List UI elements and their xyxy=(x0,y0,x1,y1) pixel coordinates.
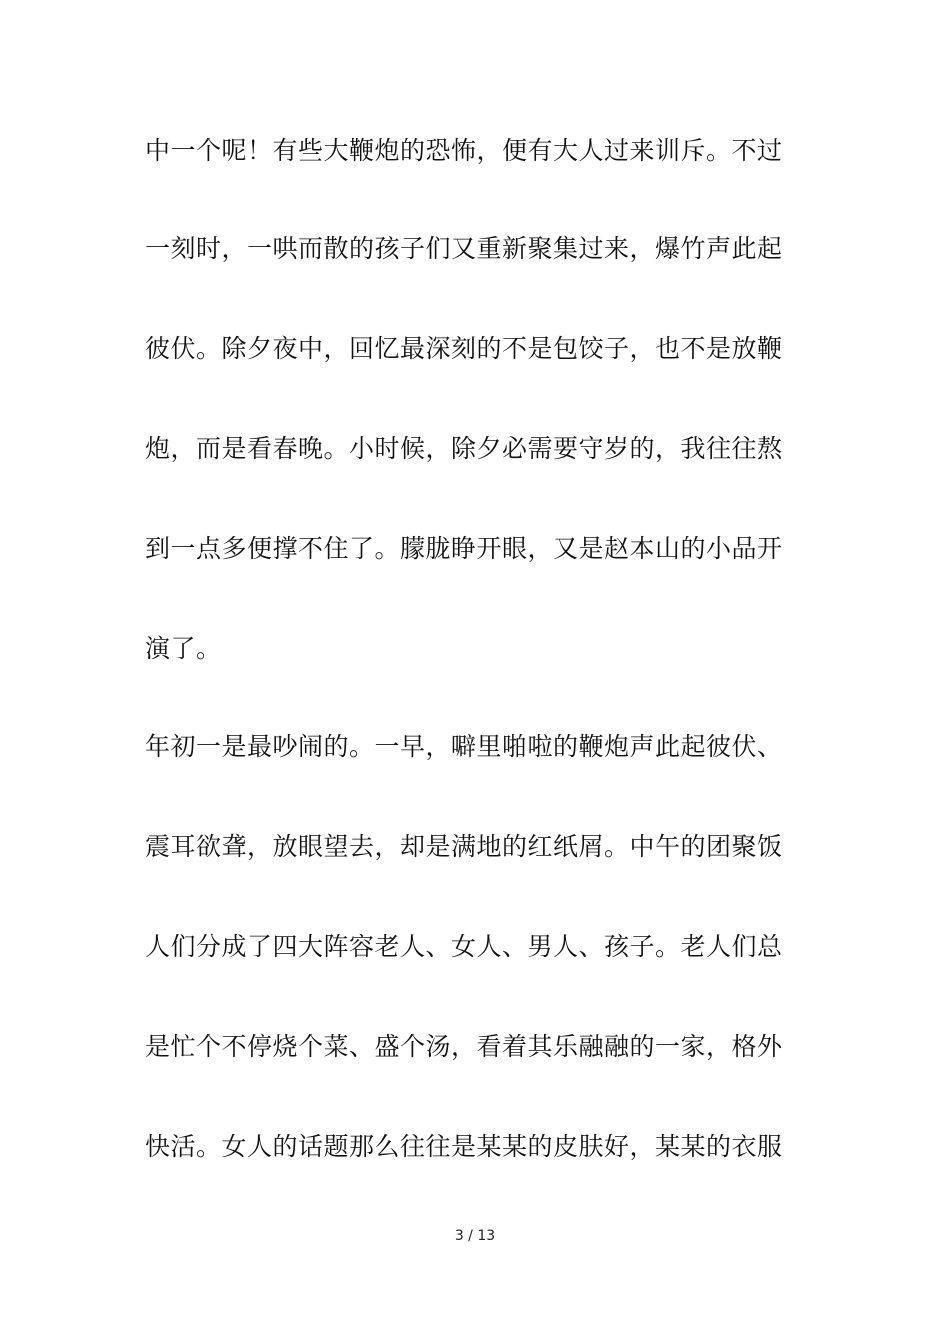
text-line: 年初一是最吵闹的。一早，噼里啪啦的鞭炮声此起彼伏、 xyxy=(145,732,783,761)
text-line: 炮，而是看春晚。小时候，除夕必需要守岁的，我往往熬 xyxy=(145,434,783,463)
page-number: 3 / 13 xyxy=(454,1228,496,1244)
text-line: 中一个呢！有些大鞭炮的恐怖，便有大人过来训斥。不过 xyxy=(145,136,783,165)
text-line: 一刻时，一哄而散的孩子们又重新聚集过来，爆竹声此起 xyxy=(145,234,783,263)
text-line: 彼伏。除夕夜中，回忆最深刻的不是包饺子，也不是放鞭 xyxy=(145,334,783,363)
text-line: 是忙个不停烧个菜、盛个汤，看着其乐融融的一家，格外 xyxy=(145,1032,783,1061)
text-line: 人们分成了四大阵容老人、女人、男人、孩子。老人们总 xyxy=(145,932,783,961)
text-line: 到一点多便撑不住了。朦胧睁开眼，又是赵本山的小品开 xyxy=(145,534,783,563)
text-line: 震耳欲聋，放眼望去，却是满地的红纸屑。中午的团聚饭 xyxy=(145,832,783,861)
text-line: 快活。女人的话题那么往往是某某的皮肤好，某某的衣服 xyxy=(145,1132,783,1161)
text-line: 演了。 xyxy=(145,634,222,663)
